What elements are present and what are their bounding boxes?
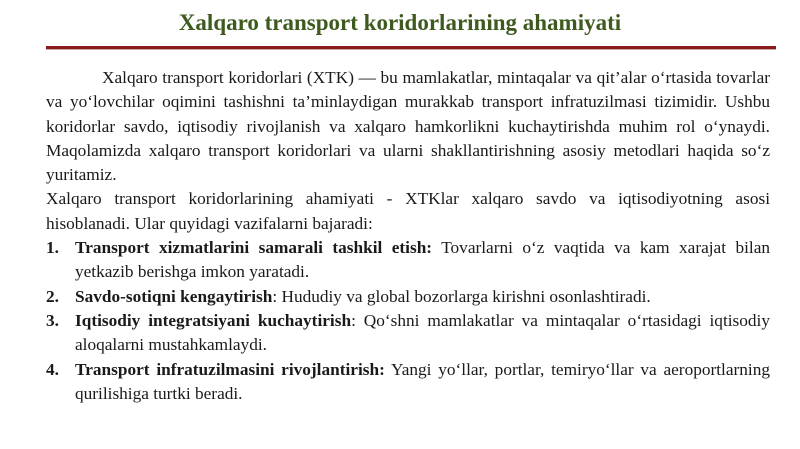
intro-paragraph: Xalqaro transport koridorlari (XTK) — bu mamlakatlar, mintaqalar va qit’alar o‘rtasida tovarlar va yo‘lovchilar oqimini tashishni ta’minlaydigan murakkab transport infratuzilmasi tizimidir. Ushbu koridorlar savdo, iqtisodiy rivojlanish va xalqaro hamkorlikni kuchaytirishda muhim rol o‘ynaydi. Maqolamizda xalqaro transport koridorlari va ularni shakllantirishning asosiy metodlari haqida so‘z yuritamiz.: [46, 68, 770, 185]
list-item-number: 1.: [46, 238, 59, 258]
list-item-text: Yangi yo‘llar, portlar, temiryo‘llar va aeroportlarning qurilishiga turtki beradi.: [75, 359, 770, 403]
slide-title: Xalqaro transport koridorlarining ahamiyati: [178, 10, 622, 35]
list-item-number: 4.: [46, 359, 59, 379]
list-item-number: 3.: [46, 310, 59, 330]
list-item-text: : Hududiy va global bozorlarga kirishni osonlashtiradi.: [272, 286, 651, 306]
list-item-text: : Qo‘shni mamlakatlar va mintaqalar o‘rtasidagi iqtisodiy aloqalarni mustahkamlaydi.: [75, 310, 770, 355]
list-item-heading: Savdo-sotiqni kengaytirish: [75, 286, 273, 306]
list-item-number: 2.: [46, 286, 59, 306]
summary-paragraph: Xalqaro transport koridorlarining ahamiyati - XTKlar xalqaro savdo va iqtisodiyotning asosi hisoblanadi. Ular quyidagi vazifalarni bajaradi:: [46, 189, 770, 233]
list-item-heading: Transport infratuzilmasini rivojlantirish:: [75, 359, 385, 379]
list-item-heading: Iqtisodiy integratsiyani kuchaytirish: [75, 310, 352, 330]
list-item-heading: Transport xizmatlarini samarali tashkil etish:: [75, 238, 433, 258]
title-divider-shadow: [46, 49, 776, 50]
list-item-text: Tovarlarni o‘z vaqtida va kam xarajat bilan yetkazib berishga imkon yaratadi.: [75, 238, 771, 282]
list-item: [46, 285, 770, 309]
slide-body: [46, 66, 770, 406]
list-item: [46, 309, 770, 358]
task-list: [46, 236, 770, 406]
list-item: [46, 358, 770, 407]
list-item: [46, 236, 770, 285]
